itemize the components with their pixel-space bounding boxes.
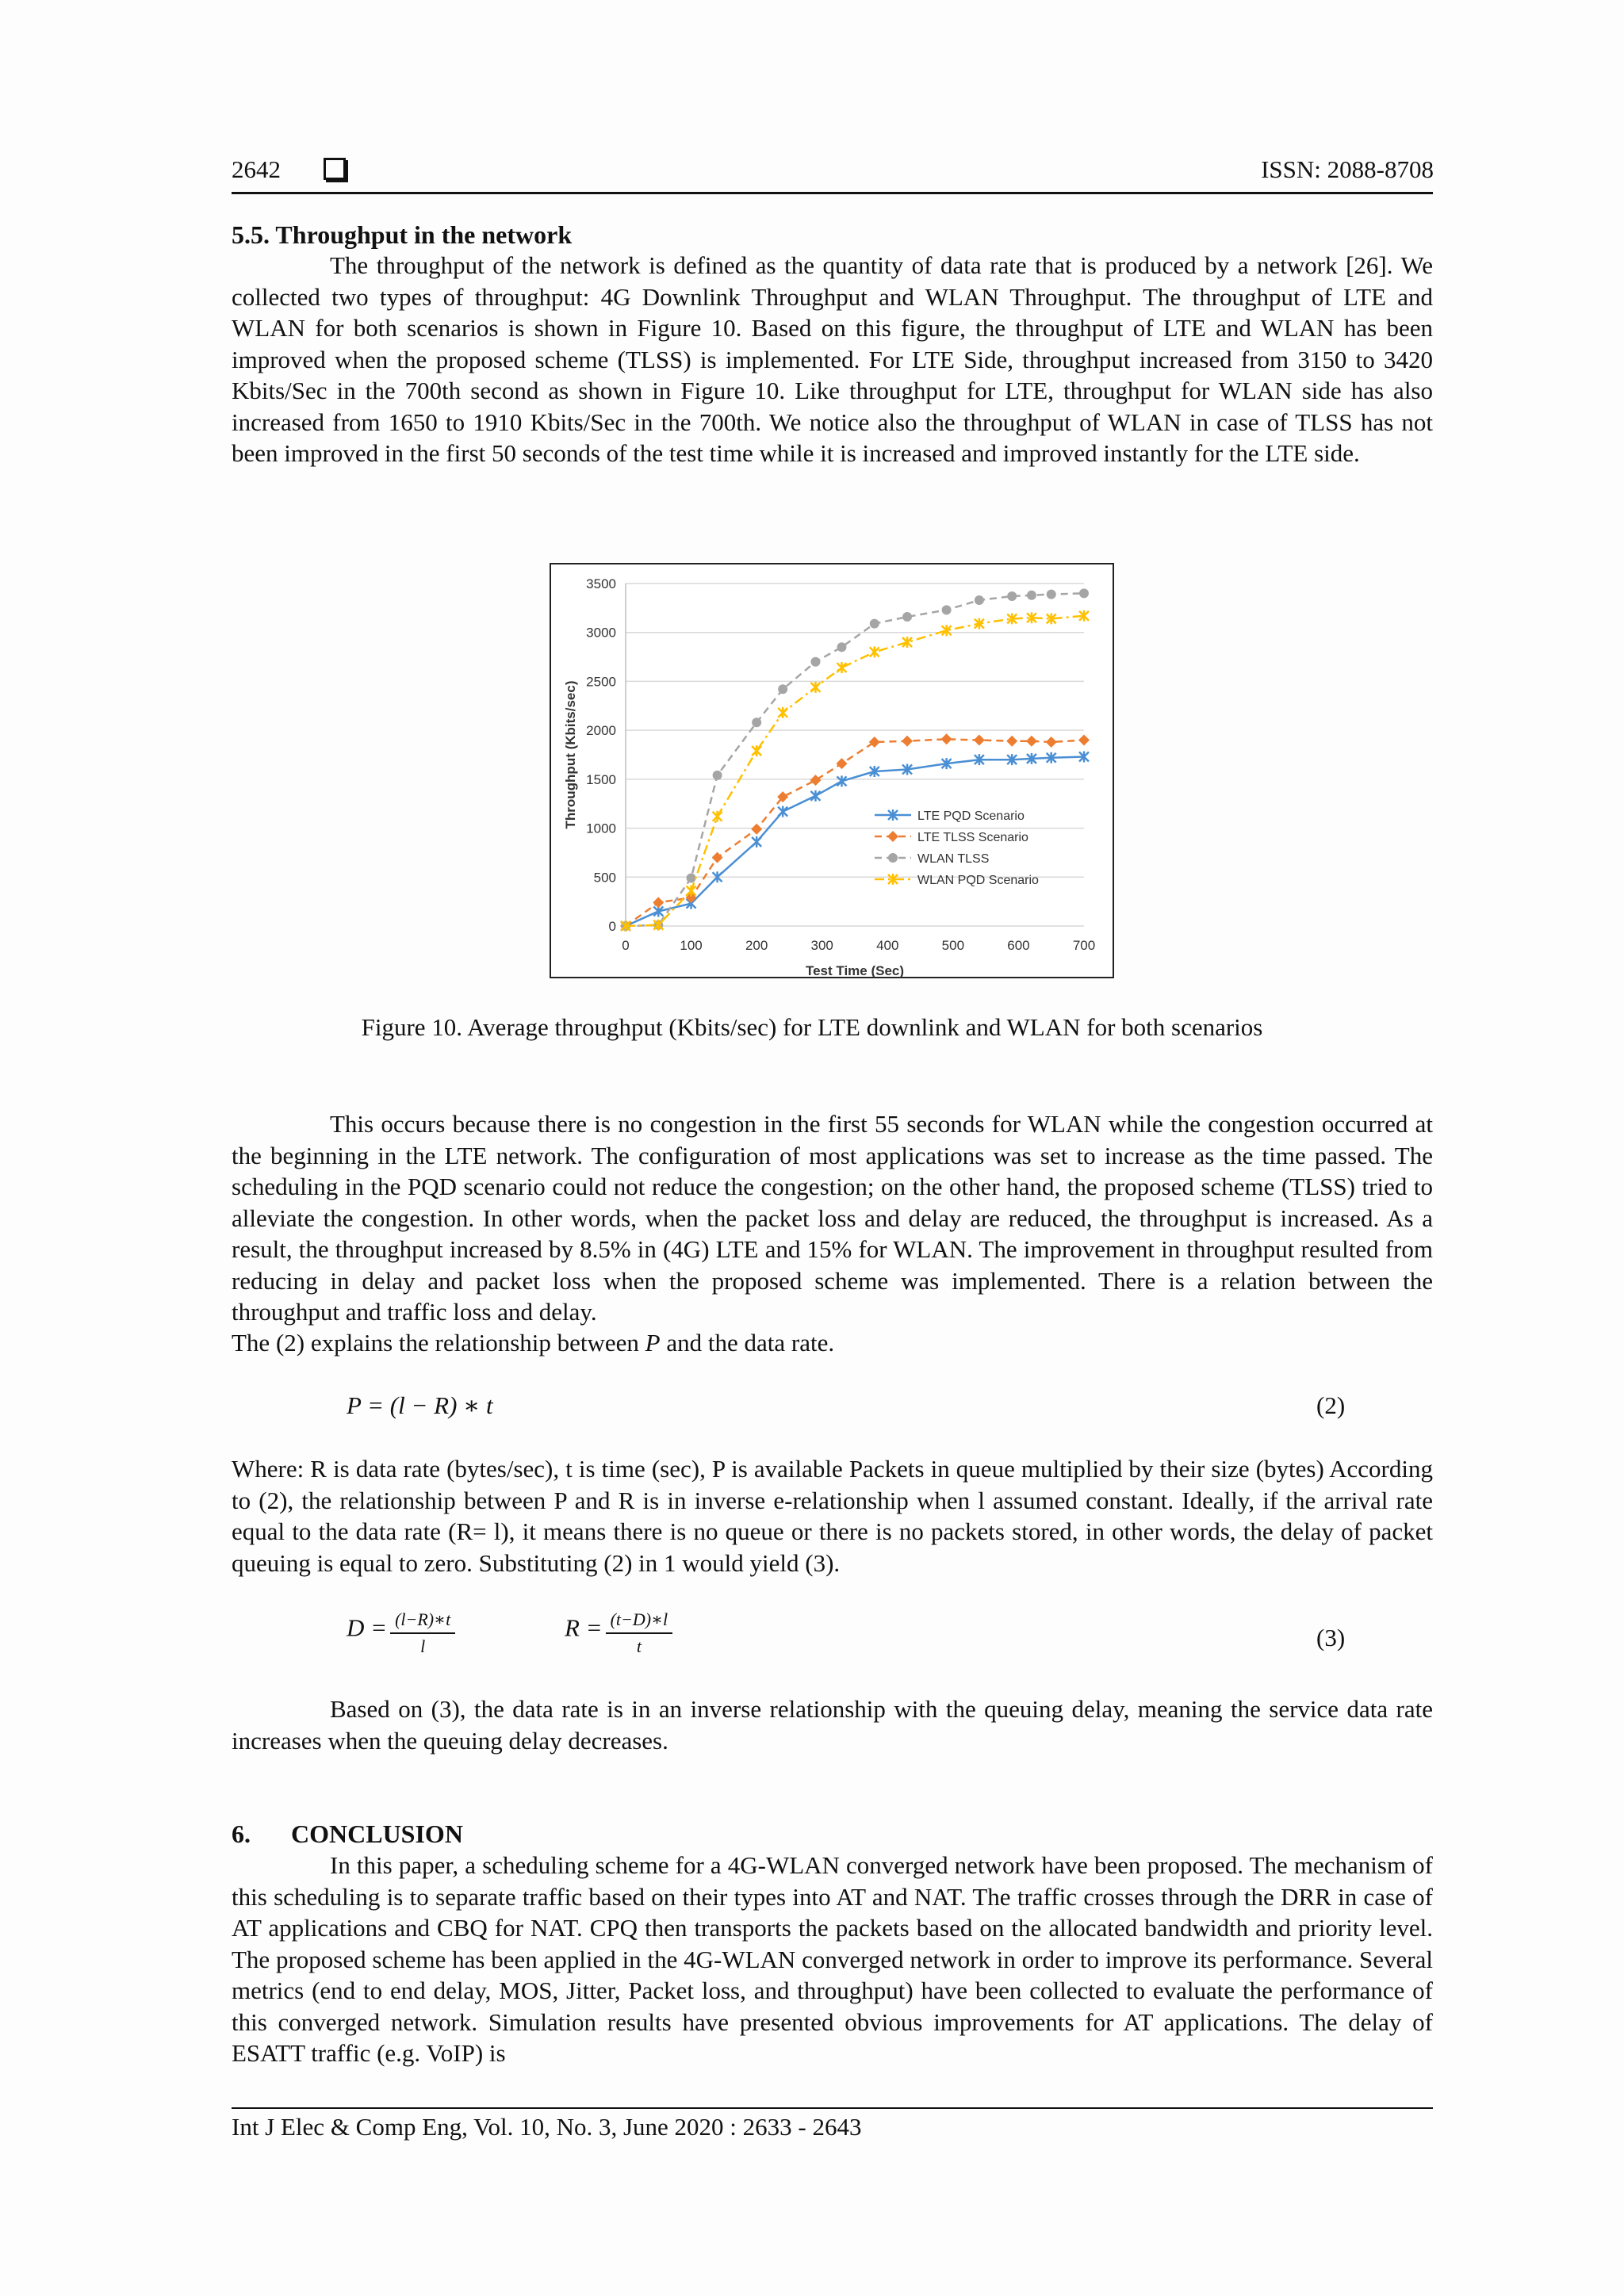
data-point-series-2 [1046, 737, 1057, 748]
conclusion-heading: CONCLUSION [291, 1820, 463, 1848]
y-tick-label: 500 [593, 870, 616, 886]
data-point-series-2 [1006, 736, 1017, 747]
data-point-series-3 [837, 642, 846, 652]
line-text: The (2) explains the relationship between [232, 1329, 645, 1357]
data-point-series-2 [751, 824, 762, 835]
y-tick-label: 2000 [586, 723, 616, 739]
y-tick-label: 0 [608, 919, 616, 934]
x-axis-title: Test Time (Sec) [805, 963, 905, 978]
footer-rule [232, 2107, 1433, 2109]
data-point-series-4 [837, 662, 846, 673]
chart-canvas [551, 564, 1116, 980]
section-heading: 5.5. Throughput in the network [232, 220, 573, 249]
data-point-series-2 [974, 734, 985, 745]
equation-3-number: (3) [1316, 1624, 1346, 1651]
x-tick-label: 700 [1072, 938, 1096, 953]
legend-label: LTE TLSS Scenario [917, 831, 1028, 844]
x-tick-label: 500 [941, 938, 965, 953]
data-point-series-3 [942, 605, 952, 614]
x-tick-label: 200 [745, 938, 768, 953]
data-point-series-4 [687, 886, 696, 897]
y-tick-label: 3500 [586, 576, 616, 591]
header-rule [232, 192, 1433, 194]
x-tick-label: 400 [876, 938, 899, 953]
eq3-r-fraction [606, 1609, 673, 1657]
x-tick-label: 600 [1007, 938, 1030, 953]
data-point-series-3 [1079, 588, 1089, 598]
data-point-series-2 [902, 736, 913, 747]
checkbox-icon [324, 158, 346, 180]
data-point-series-2 [836, 758, 847, 769]
data-point-series-3 [713, 771, 722, 780]
data-point-series-3 [902, 612, 912, 622]
legend-label: WLAN TLSS [917, 852, 990, 866]
data-point-series-2 [941, 733, 952, 744]
equation-2: P = (l − R) ∗ t [347, 1391, 493, 1419]
data-point-series-1 [752, 836, 761, 848]
footer-citation: Int J Elec & Comp Eng, Vol. 10, No. 3, June 2020 : 2633 - 2643 [232, 2113, 862, 2141]
figure-caption: Figure 10. Average throughput (Kbits/sec) for LTE downlink and WLAN for both scenarios [361, 1013, 1263, 1041]
data-point-series-2 [810, 775, 821, 786]
data-point-series-3 [752, 718, 761, 727]
data-point-series-2 [712, 852, 723, 863]
body-paragraph-2: Where: R is data rate (bytes/sec), t is time (sec), P is available Packets in queue multiplied by their size (bytes) According to (2), the relationship between P and R is in inverse e-relationship when l assumed constant. Ideally, if the arrival rate equal to the data rate (R= l), it means there is no queue or there is no packets stored, in other words, the delay of packet queuing is equal to zero. Substituting (2) in 1 would yield (3). [232, 1455, 1433, 1577]
data-point-series-3 [870, 619, 879, 629]
legend-label: WLAN PQD Scenario [917, 874, 1039, 887]
body-paragraph-1: This occurs because there is no congestion in the first 55 seconds for WLAN while the congestion occurred at the beginning in the LTE network. The configuration of most applications was set to increase as the time passed. The scheduling in the PQD scenario could not reduce the congestion; on the other hand, the proposed scheme (TLSS) tried to alleviate the congestion. In other words, when the packet loss and delay are reduced, the throughput is increased. As a result, the throughput increased by 8.5% in (4G) LTE and 15% for WLAN. The improvement in throughput resulted from reducing in delay and packet loss when the proposed scheme was implemented. There is a relation between the throughput and traffic loss and delay. [232, 1110, 1433, 1326]
data-point-series-4 [810, 682, 820, 693]
y-tick-label: 1500 [586, 771, 616, 787]
data-point-series-4 [870, 646, 879, 657]
data-point-series-3 [778, 684, 787, 694]
body-paragraph-3: Based on (3), the data rate is in an inverse relationship with the queuing delay, meaning the service data rate increases when the queuing delay decreases. [232, 1695, 1433, 1755]
eq3-r-numerator: (t−D)∗l [606, 1609, 673, 1634]
data-point-series-3 [810, 657, 820, 667]
x-tick-label: 0 [622, 938, 630, 953]
data-point-series-1 [810, 790, 820, 802]
data-point-series-3 [1047, 590, 1056, 599]
eq3-r-lhs: R = [565, 1613, 603, 1642]
data-point-series-4 [752, 745, 761, 756]
data-point-series-3 [687, 874, 696, 883]
legend-marker [888, 853, 898, 863]
eq3-d-fraction [390, 1609, 455, 1657]
legend-marker [887, 831, 898, 842]
page-number: 2642 [232, 155, 281, 183]
body-paragraph-1-last-line [232, 1327, 1433, 1359]
x-tick-label: 100 [680, 938, 703, 953]
data-point-series-4 [778, 707, 787, 718]
x-tick-label: 300 [810, 938, 833, 953]
data-point-series-3 [1027, 591, 1036, 600]
eq3-d-lhs: D = [347, 1613, 388, 1642]
data-point-series-3 [1007, 591, 1017, 601]
data-point-series-3 [975, 595, 984, 605]
line-text-end: and the data rate. [660, 1329, 835, 1357]
data-point-series-2 [1026, 736, 1037, 747]
equation-2-number: (2) [1316, 1391, 1346, 1419]
equation-3-d [347, 1609, 455, 1657]
equation-3-r [565, 1609, 672, 1657]
legend-label: LTE PQD Scenario [917, 809, 1025, 823]
data-point-series-1 [778, 806, 787, 817]
var-p: P [645, 1329, 661, 1357]
eq3-r-denominator: t [636, 1636, 642, 1656]
throughput-chart [550, 563, 1114, 978]
conclusion-heading-number: 6. [232, 1820, 251, 1848]
section-paragraph: The throughput of the network is defined as the quantity of data rate that is produced by a network [26]. We collected two types of throughput: 4G Downlink Throughput and WLAN Throughput. The throughput of LTE and WLAN for both scenarios is shown in Figure 10. Based on this figure, the throughput of LTE and WLAN has been improved when the proposed scheme (TLSS) is implemented. For LTE Side, throughput increased from 3150 to 3420 Kbits/Sec in the 700th second as shown in Figure 10. Like throughput for LTE, throughput for WLAN side has also increased from 1650 to 1910 Kbits/Sec in the 700th. We notice also the throughput of WLAN in case of TLSS has not been improved in the first 50 seconds of the test time while it is increased and improved instantly for the LTE side. [232, 251, 1433, 467]
data-point-series-2 [869, 737, 880, 748]
data-point-series-4 [902, 637, 912, 648]
conclusion-paragraph: In this paper, a scheduling scheme for a 4G-WLAN converged network have been proposed. The mechanism of this scheduling is to separate traffic based on their types into AT and NAT. The traffic crosses through the DRR in case of AT applications and CBQ for NAT. CPQ then transports the packets based on the allocated bandwidth and priority level. The proposed scheme has been applied in the 4G-WLAN converged network in order to improve its performance. Several metrics (end to end delay, MOS, Jitter, Packet loss, and throughput) have been collected to evaluate the performance of this converged network. Simulation results have presented obvious improvements for AT applications. The delay of ESATT traffic (e.g. VoIP) is [232, 1851, 1433, 2067]
y-tick-label: 2500 [586, 674, 616, 690]
eq3-d-numerator: (l−R)∗t [390, 1609, 455, 1634]
issn: ISSN: 2088-8708 [1261, 155, 1434, 183]
y-tick-label: 3000 [586, 625, 616, 641]
eq3-d-denominator: l [420, 1636, 426, 1656]
y-tick-label: 1000 [586, 821, 616, 836]
data-point-series-2 [1078, 734, 1090, 745]
y-axis-title: Throughput (Kbits/sec) [563, 680, 578, 829]
data-point-series-4 [713, 811, 722, 822]
